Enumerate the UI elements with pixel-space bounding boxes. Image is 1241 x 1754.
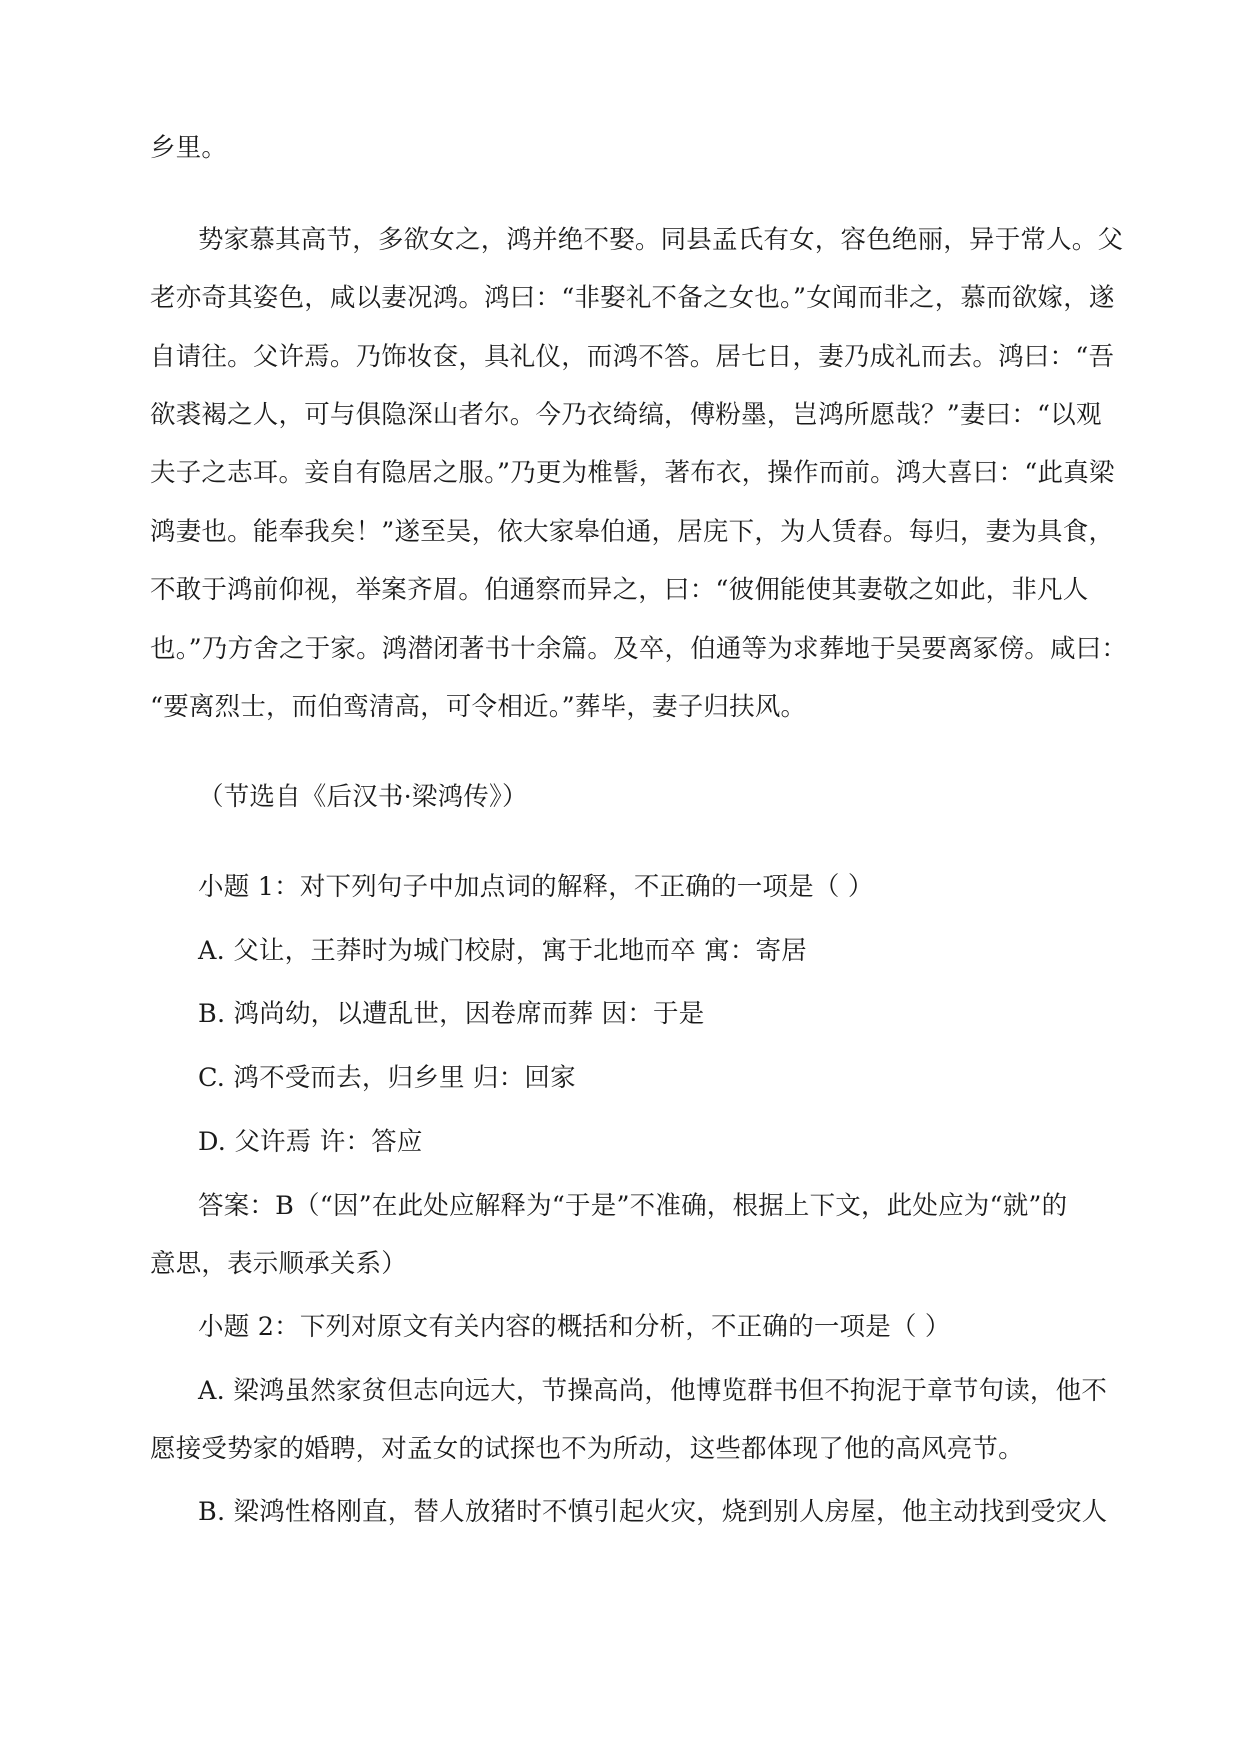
option-a: A. 梁鸿虽然家贫但志向远大，节操高尚，他博览群书但不拘泥于章节句读，他不 — [198, 1376, 1108, 1406]
answer-text: 答案：B（“因”在此处应解释为“于是”不准确，根据上下文，此处应为“就”的 — [198, 1191, 1068, 1221]
option-d: D. 父许焉 许：答应 — [198, 1127, 423, 1157]
option-c: C. 鸿不受而去，归乡里 归：回家 — [198, 1063, 576, 1093]
text-line: 夫子之志耳。妾自有隐居之服。”乃更为椎髻，著布衣，操作而前。鸿大喜曰：“此真梁 — [150, 458, 1115, 488]
text-line: 自请往。父许焉。乃饰妆奁，具礼仪，而鸿不答。居七日，妻乃成礼而去。鸿曰：“吾 — [150, 342, 1115, 372]
option-a-cont: 愿接受势家的婚聘，对孟女的试探也不为所动，这些都体现了他的高风亮节。 — [150, 1434, 1024, 1464]
text-line: 势家慕其高节，多欲女之，鸿并绝不娶。同县孟氏有女，容色绝丽，异于常人。父 — [198, 225, 1124, 255]
option-b: B. 鸿尚幼，以遭乱世，因卷席而葬 因：于是 — [198, 999, 705, 1029]
text-line: 老亦奇其姿色，咸以妻况鸿。鸿曰：“非娶礼不备之女也。”女闻而非之，慕而欲嫁，遂 — [150, 283, 1115, 313]
question-title: 小题 1：对下列句子中加点词的解释，不正确的一项是（ ） — [198, 872, 874, 902]
source-citation: （节选自《后汉书·梁鸿传》） — [198, 782, 528, 812]
text-line: 也。”乃方舍之于家。鸿潜闭著书十余篇。及卒，伯通等为求葬地于吴要离冢傍。咸曰： — [150, 634, 1128, 664]
text-line: “要离烈士，而伯鸾清高，可令相近。”葬毕，妻子归扶风。 — [150, 692, 807, 722]
text-line: 鸿妻也。能奉我矣！”遂至吴，依大家皋伯通，居庑下，为人赁舂。每归，妻为具食， — [150, 517, 1115, 547]
text-line: 乡里。 — [150, 133, 228, 163]
text-line: 欲裘褐之人，可与俱隐深山者尔。今乃衣绮缟，傅粉墨，岂鸿所愿哉？”妻曰：“以观 — [150, 400, 1102, 430]
text-line: 不敢于鸿前仰视，举案齐眉。伯通察而异之，曰：“彼佣能使其妻敬之如此，非凡人 — [150, 575, 1089, 605]
answer-text-cont: 意思，表示顺承关系） — [150, 1249, 408, 1279]
question-title: 小题 2：下列对原文有关内容的概括和分析，不正确的一项是（ ） — [198, 1312, 951, 1342]
option-a: A. 父让，王莽时为城门校尉，寓于北地而卒 寓：寄居 — [198, 936, 807, 966]
option-b: B. 梁鸿性格刚直，替人放猪时不慎引起火灾，烧到别人房屋，他主动找到受灾人 — [198, 1497, 1108, 1527]
